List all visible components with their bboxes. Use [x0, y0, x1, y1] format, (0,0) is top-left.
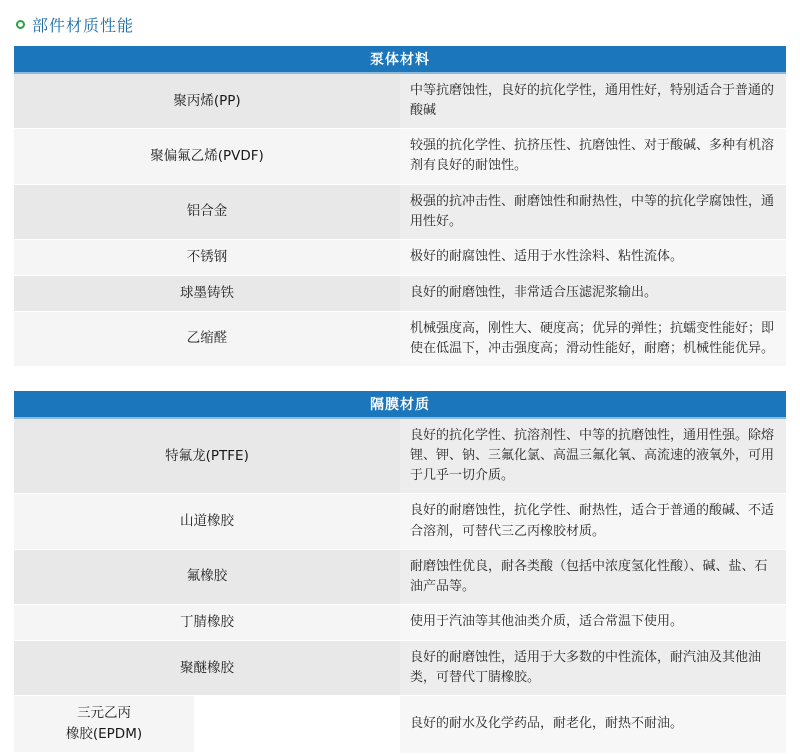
- material-name: 氟橡胶: [14, 549, 400, 604]
- material-description: 良好的耐磨蚀性，适用于大多数的中性流体，耐汽油及其他油类，可替代丁腈橡胶。: [400, 640, 786, 695]
- material-name: 乙缩醛: [14, 311, 400, 366]
- table-row: [14, 494, 786, 549]
- material-description: 耐磨蚀性优良，耐各类酸（包括中浓度氢化性酸）、碱、盐、石油产品等。: [400, 549, 786, 604]
- table-row: [14, 604, 786, 640]
- table-row: [14, 73, 786, 129]
- table-header-row: [14, 391, 786, 418]
- table-pump-body: [14, 46, 786, 367]
- table-row: [14, 275, 786, 311]
- material-description: 良好的耐水及化学药品，耐老化，耐热不耐油。: [400, 696, 786, 753]
- materials-table-pump-body: [14, 46, 786, 367]
- page-title: [14, 0, 786, 40]
- material-description: 极好的耐腐蚀性、适用于水性涂料、粘性流体。: [400, 239, 786, 275]
- material-name: 铝合金: [14, 184, 400, 239]
- material-name: 特氟龙(PTFE): [14, 418, 400, 494]
- material-name: 三元乙丙 橡胶(EPDM): [14, 696, 194, 753]
- table-header-row: [14, 46, 786, 73]
- bullet-dot-icon: [16, 20, 25, 29]
- material-name: 球墨铸铁: [14, 275, 400, 311]
- table-row: [14, 640, 786, 695]
- material-name: 聚醚橡胶: [14, 640, 400, 695]
- material-description: 中等抗磨蚀性，良好的抗化学性，通用性好，特别适合于普通的酸碱: [400, 73, 786, 129]
- table-row: [14, 696, 786, 753]
- table-header: [14, 46, 786, 73]
- page-title-text: 部件材质性能: [32, 15, 135, 35]
- material-name: 丁腈橡胶: [14, 604, 400, 640]
- table-title-pump-body: 泵体材料: [14, 46, 786, 73]
- material-name: 聚丙烯(PP): [14, 73, 400, 129]
- material-description: 良好的耐磨蚀性，抗化学性、耐热性，适合于普通的酸碱、不适合溶剂，可替代三乙丙橡胶材质。: [400, 494, 786, 549]
- material-description: 良好的耐磨蚀性，非常适合压滤泥浆输出。: [400, 275, 786, 311]
- table-row: [14, 311, 786, 366]
- material-description: 使用于汽油等其他油类介质，适合常温下使用。: [400, 604, 786, 640]
- table-row: [14, 549, 786, 604]
- table-row: [14, 129, 786, 184]
- material-name: 山道橡胶: [14, 494, 400, 549]
- table-row: [14, 239, 786, 275]
- materials-table-diaphragm: [14, 391, 786, 754]
- material-description: 较强的抗化学性、抗挤压性、抗磨蚀性、对于酸碱、多种有机溶剂有良好的耐蚀性。: [400, 129, 786, 184]
- table-header: [14, 391, 786, 418]
- material-name: 聚偏氟乙烯(PVDF): [14, 129, 400, 184]
- table-diaphragm: [14, 391, 786, 754]
- material-description: 机械强度高，刚性大、硬度高；优异的弹性；抗蠕变性能好；即使在低温下，冲击强度高；滑动性能好，耐磨；机械性能优异。: [400, 311, 786, 366]
- table-title-diaphragm: 隔膜材质: [14, 391, 786, 418]
- table-body: [14, 418, 786, 753]
- table-body: [14, 73, 786, 366]
- material-description: 极强的抗冲击性、耐磨蚀性和耐热性，中等的抗化学腐蚀性，通用性好。: [400, 184, 786, 239]
- material-description: 良好的抗化学性、抗溶剂性、中等的抗磨蚀性，通用性强。除熔锂、钾、钠、三氟化氯、高温三氟化氧、高流速的液氧外，可用于几乎一切介质。: [400, 418, 786, 494]
- table-row: [14, 418, 786, 494]
- table-row: [14, 184, 786, 239]
- material-name: 不锈钢: [14, 239, 400, 275]
